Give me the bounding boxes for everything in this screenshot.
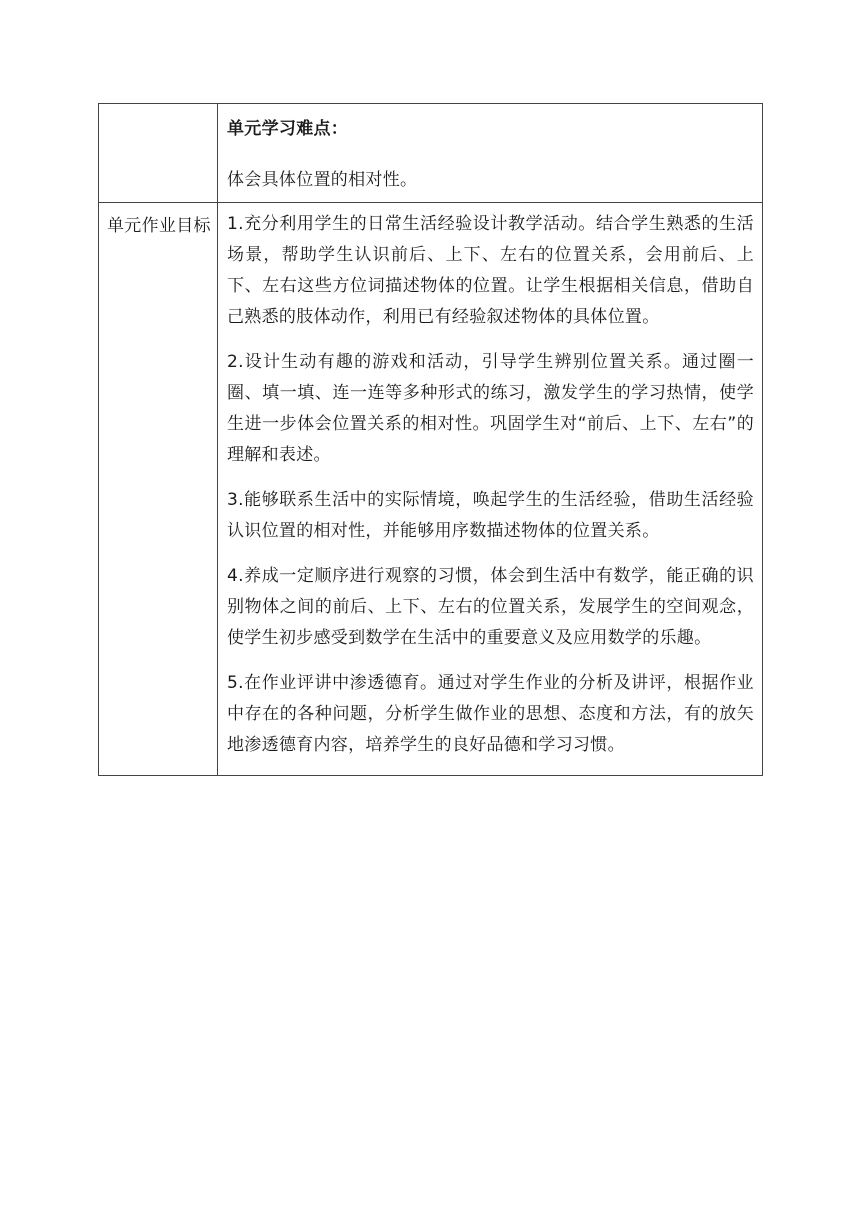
row-label-cell (99, 203, 218, 776)
row-content-cell (218, 104, 763, 203)
row-label-cell (99, 104, 218, 203)
difficulty-text: 体会具体位置的相对性。 (227, 170, 418, 190)
objective-item-5: 5.在作业评讲中渗透德育。通过对学生作业的分析及讲评，根据作业中存在的各种问题，分析学生做作业的思想、态度和方法，有的放矢地渗透德育内容，培养学生的良好品德和学习习惯。 (227, 673, 754, 755)
row-label (99, 104, 217, 112)
table-row-objectives (99, 203, 763, 776)
objective-item-2: 2.设计生动有趣的游戏和活动，引导学生辨别位置关系。通过圈一圈、填一填、连一连等多种形式的练习，激发学生的学习热情，使学生进一步体会位置关系的相对性。巩固学生对“前后、上下、左右”的理解和表述。 (227, 352, 754, 465)
objectives-label: 单元作业目标 (107, 216, 211, 236)
unit-plan-table (98, 103, 763, 776)
difficulty-heading: 单元学习难点： (227, 119, 349, 139)
objective-item-1: 1.充分利用学生的日常生活经验设计教学活动。结合学生熟悉的生活场景，帮助学生认识前后、上下、左右的位置关系，会用前后、上下、左右这些方位词描述物体的位置。让学生根据相关信息，借助自己熟悉的肢体动作，利用已有经验叙述物体的具体位置。 (227, 214, 754, 327)
row-content-cell (218, 203, 763, 776)
table-row-difficulty (99, 104, 763, 203)
objective-item-3: 3.能够联系生活中的实际情境，唤起学生的生活经验，借助生活经验认识位置的相对性，并能够用序数描述物体的位置关系。 (227, 490, 754, 541)
objective-item-4: 4.养成一定顺序进行观察的习惯，体会到生活中有数学，能正确的识别物体之间的前后、上下、左右的位置关系，发展学生的空间观念，使学生初步感受到数学在生活中的重要意义及应用数学的乐趣。 (227, 566, 754, 648)
